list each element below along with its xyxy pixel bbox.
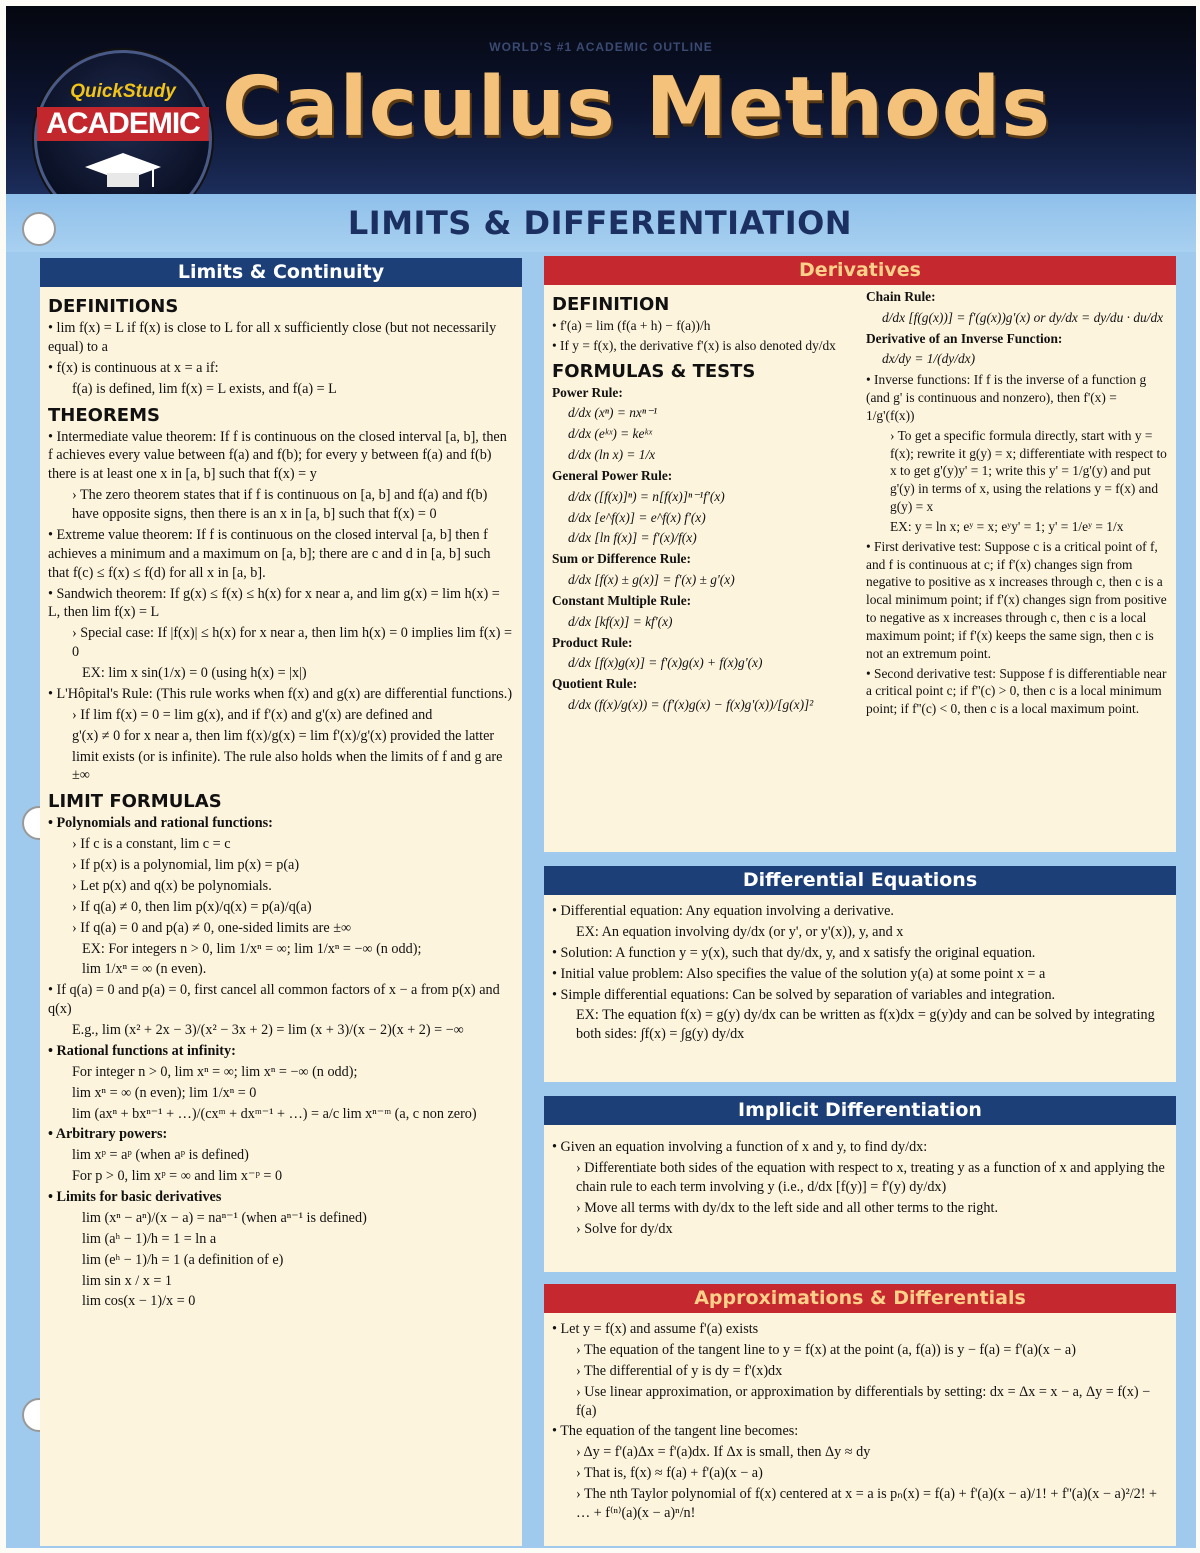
implicit-differentiation-body: [552, 1138, 1168, 1240]
product-rule-title: Product Rule:: [552, 634, 633, 650]
approx-taylor: › The nth Taylor polynomial of f(x) centered at x = a is pₙ(x) = f(a) + f'(a)(x − a)/1! + f''(a)(x − a)²/2! + … + f⁽ⁿ⁾(a)(x − a)ⁿ/n!: [576, 1486, 1158, 1521]
poly-polynomial: › If p(x) is a polynomial, lim p(x) = p(a): [72, 857, 300, 873]
arbitrary-powers-1: lim xᵖ = aᵖ (when aᵖ is defined): [72, 1147, 249, 1164]
poly-q-nonzero: › If q(a) ≠ 0, then lim p(x)/q(x) = p(a)/q(a): [72, 898, 312, 915]
definition-continuity: • f(x) is continuous at x = a if:: [48, 359, 219, 376]
sandwich-theorem: • Sandwich theorem: If g(x) ≤ f(x) ≤ h(x) for x near a, and lim g(x) = lim h(x) = L, then lim f(x) = L: [48, 585, 500, 621]
arbitrary-powers-2: For p > 0, lim xᵖ = ∞ and lim x⁻ᵖ = 0: [72, 1168, 283, 1185]
polynomials-heading: • Polynomials and rational functions:: [48, 815, 273, 832]
diffeq-initial-value: • Initial value problem: Also specifies the value of the solution y(a) at some point x = a: [552, 965, 1046, 982]
sum-rule: d/dx [f(x) ± g(x)] = f'(x) ± g'(x): [568, 572, 735, 588]
diffeq-definition: • Differential equation: Any equation involving a derivative.: [552, 903, 894, 919]
definition-limit: • lim f(x) = L if f(x) is close to L for all x sufficiently close (but not necessarily equal) to a: [48, 320, 497, 355]
approximations-heading-text: Approximations & Differentials: [694, 1287, 1026, 1309]
diffeq-simple-example: EX: The equation f(x) = g(y) dy/dx can be written as f(x)dx = g(y)dy and can be solved by integrating both sides: ∫f(x) = ∫g(y) dy/dx: [576, 1007, 1155, 1043]
approx-linear: › Use linear approximation, or approximation by differentials by setting: dx = Δx = x − a, Δy = f(x) − f(a): [576, 1383, 1151, 1419]
theorems-title: THEOREMS: [48, 404, 160, 426]
basic-limit-2: lim (aʰ − 1)/h = 1 = ln a: [82, 1230, 217, 1247]
cancel-factors: • If q(a) = 0 and p(a) = 0, first cancel all common factors of x − a from p(x) and q(x): [48, 982, 500, 1018]
differential-equations-heading: Differential Equations: [544, 866, 1176, 895]
general-power-3: d/dx [ln f(x)] = f'(x)/f(x): [568, 530, 697, 546]
power-rule-1: d/dx (xⁿ) = nxⁿ⁻¹: [568, 405, 658, 421]
derivatives-heading-text: Derivatives: [799, 259, 921, 281]
implicit-differentiation-panel: [544, 1096, 1176, 1272]
brand-top: QuickStudy: [70, 81, 176, 102]
limits-panel: [40, 258, 522, 1546]
basic-limit-3: lim (eʰ − 1)/h = 1 (a definition of e): [82, 1251, 284, 1268]
second-derivative-test: • Second derivative test: Suppose f is differentiable near a critical point c; if f''(c) > 0, then c is a local minimum point; if f''(c) < 0, then c is a local maximum point.: [866, 665, 1167, 717]
sum-rule-title: Sum or Difference Rule:: [552, 551, 691, 567]
basic-limit-4: lim sin x / x = 1: [82, 1272, 172, 1289]
binder-hole: [22, 212, 56, 246]
implicit-differentiation-heading: Implicit Differentiation: [544, 1096, 1176, 1125]
poly-example-2: lim 1/xⁿ = ∞ (n even).: [82, 961, 207, 978]
lhopital-rule: • L'Hôpital's Rule: (This rule works when f(x) and g(x) are differential functions.): [48, 685, 513, 702]
approximations-panel: [544, 1284, 1176, 1546]
constant-rule: d/dx [kf(x)] = kf'(x): [568, 613, 673, 629]
constant-rule-title: Constant Multiple Rule:: [552, 592, 692, 608]
lhopital-step-1: › If lim f(x) = 0 = lim g(x), and if f'(x) and g'(x) are defined and: [72, 706, 433, 723]
approx-differential: › The differential of y is dy = f'(x)dx: [576, 1362, 783, 1379]
lhopital-step-3: limit exists (or is infinite). The rule also holds when the limits of f and g are ±∞: [72, 748, 503, 784]
rational-3: lim (axⁿ + bxⁿ⁻¹ + …)/(cxᵐ + dxᵐ⁻¹ + …) = a/c lim xⁿ⁻ᵐ (a, c non zero): [72, 1105, 477, 1122]
product-rule: d/dx [f(x)g(x)] = f'(x)g(x) + f(x)g'(x): [568, 655, 763, 671]
intermediate-value-theorem: • Intermediate value theorem: If f is continuous on the closed interval [a, b], then f achieves every value between f(a) and f(b); for every y between f(a) and f(b) there is at least one x in [a, b] such that f(x) = y: [48, 428, 507, 483]
chain-rule-title: Chain Rule:: [866, 289, 936, 304]
rational-1: For integer n > 0, lim xⁿ = ∞; lim xⁿ = −∞ (n odd);: [72, 1063, 358, 1080]
limit-formulas-title: LIMIT FORMULAS: [48, 791, 222, 813]
implicit-step-3: › Solve for dy/dx: [576, 1220, 673, 1237]
diffeq-solution: • Solution: A function y = y(x), such that dy/dx, y, and x satisfy the original equation.: [552, 944, 1036, 961]
page-title: Calculus Methods: [222, 60, 1052, 155]
differential-equations-body: [552, 902, 1168, 1046]
basic-derivatives-heading: • Limits for basic derivatives: [48, 1189, 222, 1205]
page-subtitle: LIMITS & DIFFERENTIATION: [347, 204, 853, 242]
cancel-example: E.g., lim (x² + 2x − 3)/(x² − 3x + 2) = lim (x + 3)/(x − 2)(x + 2) = −∞: [72, 1022, 464, 1038]
approximations-heading: [544, 1284, 1176, 1313]
poly-constant: › If c is a constant, lim c = c: [72, 836, 231, 853]
derivative-definition-title: DEFINITION: [552, 294, 670, 315]
inverse-functions-example: EX: y = ln x; eʸ = x; eʸy' = 1; y' = 1/eʸ = 1/x: [890, 518, 1124, 534]
special-case-example: EX: lim x sin(1/x) = 0 (using h(x) = |x|): [82, 665, 307, 681]
derivatives-left-column: [552, 288, 856, 717]
extreme-value-theorem: • Extreme value theorem: If f is continuous on the closed interval [a, b] then f achieves a minimum and a maximum on [a, b]; there are c and d in [a, b] such that f(c) ≤ f(x) ≤ f(d) for all x in [a, b].: [48, 526, 491, 581]
tagline: WORLD'S #1 ACADEMIC OUTLINE: [489, 40, 713, 54]
power-rule-2: d/dx (eᵏˣ) = keᵏˣ: [568, 426, 652, 442]
inverse-derivative: dx/dy = 1/(dy/dx): [882, 351, 976, 367]
rational-heading: • Rational functions at infinity:: [48, 1042, 236, 1059]
general-power-2: d/dx [e^f(x)] = e^f(x) f'(x): [568, 509, 706, 525]
implicit-step-1: › Differentiate both sides of the equation with respect to x, treating y as a function of x and applying the chain rule to each term involving y (i.e., d/dx [f(y)] = f'(y) dy/dx): [576, 1159, 1165, 1195]
derivatives-heading: [544, 256, 1176, 285]
power-rule-3: d/dx (ln x) = 1/x: [568, 447, 656, 463]
implicit-intro: • Given an equation involving a function of x and y, to find dy/dx:: [552, 1139, 928, 1155]
derivative-definition: • f'(a) = lim (f(a + h) − f(a))/h: [552, 318, 711, 333]
first-derivative-test: • First derivative test: Suppose c is a critical point of f, and f is continuous at c; if f'(x) changes sign from negative to positive as x increases through c, then c is a local minimum point; if f'(x) changes sign from positive to negative as x increases through c, then c is a local maximum point; if f'(x) keeps the same sign, then c is not an extremum point.: [866, 538, 1167, 661]
power-rule-title: Power Rule:: [552, 384, 623, 400]
brand-bottom: ACADEMIC: [37, 107, 209, 141]
approx-assume: • Let y = f(x) and assume f'(a) exists: [552, 1321, 759, 1337]
general-power-rule-title: General Power Rule:: [552, 467, 673, 483]
definition-continuity-detail: f(a) is defined, lim f(x) = L exists, and f(a) = L: [72, 380, 337, 397]
inverse-functions: • Inverse functions: If f is the inverse of a function g (and g' is continuous and nonzero), then f'(x) = 1/g'(f(x)): [866, 372, 1147, 423]
approx-tangent-becomes: • The equation of the tangent line becomes:: [552, 1423, 799, 1440]
approx-delta-y: › Δy = f'(a)Δx = f'(a)dx. If Δx is small, then Δy ≈ dy: [576, 1444, 871, 1461]
approx-that-is: › That is, f(x) ≈ f(a) + f'(a)(x − a): [576, 1465, 763, 1482]
diffeq-example: EX: An equation involving dy/dx (or y', or y'(x)), y, and x: [576, 923, 904, 940]
differential-equations-panel: [544, 866, 1176, 1082]
special-case: › Special case: If |f(x)| ≤ h(x) for x near a, then lim h(x) = 0 implies lim f(x) = 0: [72, 625, 512, 661]
quotient-rule-title: Quotient Rule:: [552, 676, 638, 692]
derivative-notation: • If y = f(x), the derivative f'(x) is also denoted dy/dx: [552, 337, 836, 353]
inverse-derivative-title: Derivative of an Inverse Function:: [866, 330, 1063, 346]
limits-heading: Limits & Continuity: [40, 258, 522, 287]
poly-let: › Let p(x) and q(x) be polynomials.: [72, 877, 272, 894]
quotient-rule: d/dx (f(x)/g(x)) = (f'(x)g(x) − f(x)g'(x))/[g(x)]²: [568, 697, 814, 713]
approx-tangent-line: › The equation of the tangent line to y = f(x) at the point (a, f(a)) is y − f(a) = f'(a)(x − a): [576, 1341, 1076, 1358]
basic-limit-1: lim (xⁿ − aⁿ)/(x − a) = naⁿ⁻¹ (when aⁿ⁻¹ is defined): [82, 1209, 367, 1226]
zero-theorem: › The zero theorem states that if f is continuous on [a, b] and f(a) and f(b) have opposite signs, then there is an x in [a, b] such that f(x) = 0: [72, 487, 488, 522]
formulas-tests-title: FORMULAS & TESTS: [552, 360, 756, 382]
derivatives-panel: [544, 256, 1176, 852]
basic-limit-5: lim cos(x − 1)/x = 0: [82, 1293, 196, 1310]
arbitrary-powers-heading: • Arbitrary powers:: [48, 1126, 168, 1143]
poly-one-sided: › If q(a) = 0 and p(a) ≠ 0, one-sided limits are ±∞: [72, 919, 352, 936]
lhopital-step-2: g'(x) ≠ 0 for x near a, then lim f(x)/g(x) = lim f'(x)/g'(x) provided the latter: [72, 727, 495, 744]
derivatives-right-column: [866, 288, 1168, 720]
inverse-functions-method: › To get a specific formula directly, start with y = f(x); rewrite it g(y) = x; differentiate with respect to x to get g'(y)y' = 1; write this y' = 1/g'(y) and put g'(y) in terms of x, using the relations y = f(x) and g(y) = x: [890, 427, 1167, 515]
graduation-cap-icon: [83, 149, 163, 193]
approximations-body: [552, 1320, 1168, 1525]
diffeq-simple: • Simple differential equations: Can be solved by separation of variables and integration.: [552, 986, 1056, 1003]
chain-rule: d/dx [f(g(x))] = f'(g(x))g'(x) or dy/dx = dy/du · du/dx: [882, 309, 1164, 325]
general-power-1: d/dx ([f(x)]ⁿ) = n[f(x)]ⁿ⁻¹f'(x): [568, 488, 725, 504]
rational-2: lim xⁿ = ∞ (n even); lim 1/xⁿ = 0: [72, 1084, 257, 1101]
poly-example-1: EX: For integers n > 0, lim 1/xⁿ = ∞; lim 1/xⁿ = −∞ (n odd);: [82, 940, 422, 957]
implicit-step-2: › Move all terms with dy/dx to the left side and all other terms to the right.: [576, 1199, 998, 1216]
limits-body: [48, 290, 514, 1313]
definitions-title: DEFINITIONS: [48, 296, 179, 317]
